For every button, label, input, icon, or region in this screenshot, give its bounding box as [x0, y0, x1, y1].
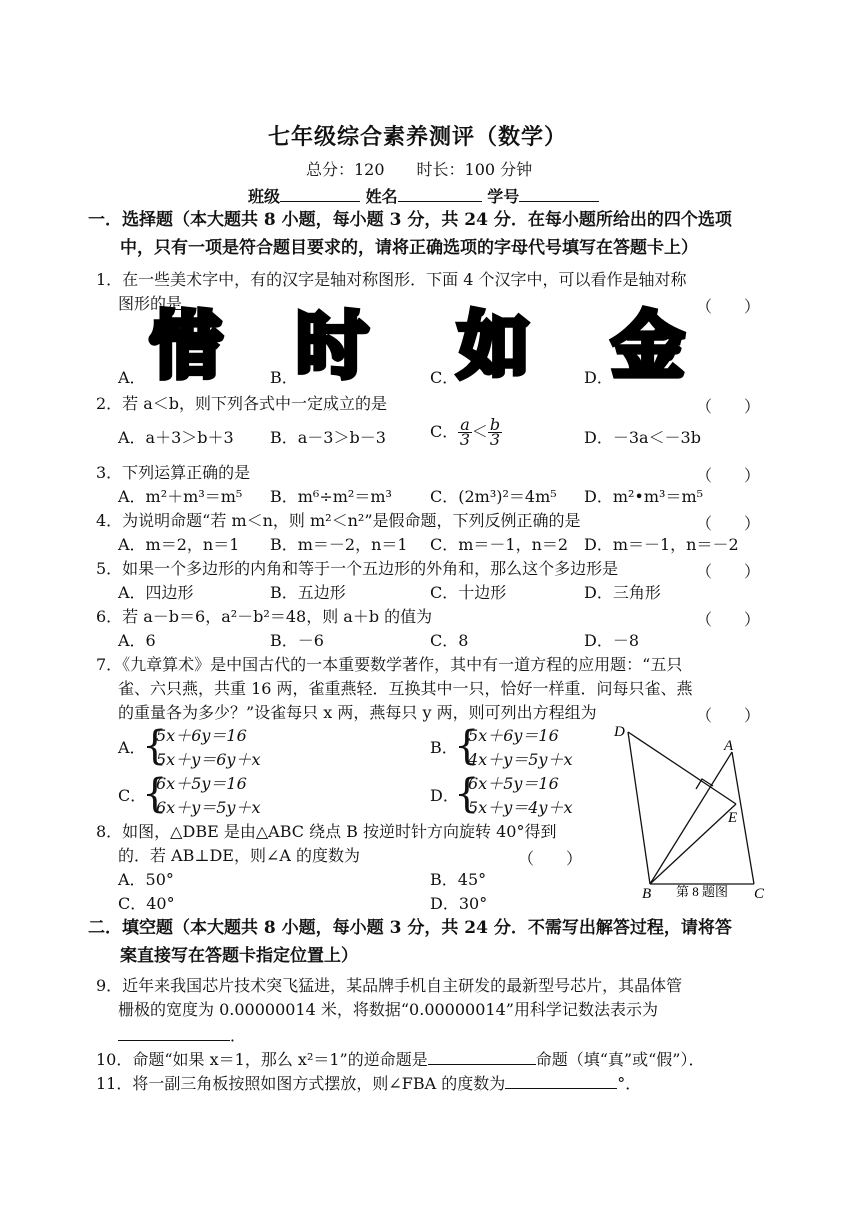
q8-stem-line2: 的．若 AB⊥DE，则∠A 的度数为: [118, 846, 361, 865]
q4-option-c[interactable]: C．m＝－1，n＝2: [430, 535, 569, 554]
label-E: E: [728, 810, 738, 826]
student-number-blank[interactable]: [519, 185, 599, 202]
q5-option-a[interactable]: A．四边形: [118, 583, 194, 602]
exam-info: 总分：120 时长：100 分钟: [306, 160, 533, 179]
q9-answer: [118, 1024, 246, 1046]
q1-option-d[interactable]: D．: [584, 368, 613, 387]
q10-stem: 10．命题“如果 x＝1，那么 x²＝1”的逆命题是: [96, 1050, 428, 1069]
q7-option-d-label: D．: [430, 786, 459, 805]
q2-less-than: ＜: [471, 422, 488, 441]
page-title: 七年级综合素养测评（数学）: [268, 124, 568, 150]
q6-stem: 6．若 a－b＝6，a²－b²＝48，则 a＋b 的值为: [96, 607, 433, 626]
q8-option-a[interactable]: A．50°: [118, 870, 174, 889]
q3-stem: 3．下列运算正确的是: [96, 463, 251, 482]
section1-heading-line1: 一．选择题（本大题共 8 小题，每小题 3 分，共 24 分．在每小题所给出的四个选项: [88, 210, 732, 230]
class-label: 班级: [248, 187, 281, 206]
q2-fraction-a: $\frac{a}{3}$: [459, 415, 471, 449]
q3-answer-paren[interactable]: （ ）: [696, 466, 761, 485]
brace-icon: {: [454, 723, 480, 769]
q5-stem: 5．如果一个多边形的内角和等于一个五边形的外角和，那么这个多边形是: [96, 559, 619, 578]
q5-option-b[interactable]: B．五边形: [270, 583, 346, 602]
q4-option-d[interactable]: D．m＝－1，n＝－2: [584, 535, 739, 554]
class-blank[interactable]: [280, 185, 360, 202]
q7-stem-line2: 雀、六只燕，共重 16 两，雀重燕轻．互换其中一只，恰好一样重．问每只雀、燕: [118, 679, 693, 698]
q1-option-a[interactable]: A．: [118, 368, 146, 387]
q4-option-a[interactable]: A．m＝2，n＝1: [118, 535, 240, 554]
brace-icon: {: [142, 771, 168, 817]
brace-icon: {: [142, 723, 168, 769]
q1-stem-line2: 图形的是: [118, 294, 183, 313]
section2-heading-line1: 二．填空题（本大题共 8 小题，每小题 3 分，共 24 分．不需写出解答过程，请将答: [88, 918, 732, 938]
label-A: A: [724, 738, 734, 754]
q6-option-c[interactable]: C．8: [430, 631, 469, 650]
q7-option-a-label: A．: [118, 738, 146, 757]
segment-BA: [650, 752, 732, 884]
q6-answer-paren[interactable]: （ ）: [696, 610, 761, 629]
section2-heading-line2: 案直接写在答题卡指定位置上）: [120, 946, 358, 966]
q1-option-b[interactable]: B．: [270, 368, 298, 387]
q7-option-a-eq1: 5x＋6y＝16: [156, 726, 247, 745]
q8-stem-line1: 8．如图，△DBE 是由△ABC 绕点 B 按逆时针方向旋转 40°得到: [96, 822, 557, 841]
q3-option-a[interactable]: A．m²＋m³＝m⁵: [118, 487, 243, 506]
q4-answer-paren[interactable]: （ ）: [696, 514, 761, 533]
section1-heading-line2: 中，只有一项是符合题目要求的，请将正确选项的字母代号填写在答题卡上）: [120, 238, 698, 258]
q7-option-c-label: C．: [118, 786, 147, 805]
q2-answer-paren[interactable]: （ ）: [696, 397, 761, 416]
q2-stem: 2．若 a＜b，则下列各式中一定成立的是: [96, 394, 388, 413]
q6-option-a[interactable]: A．6: [118, 631, 156, 650]
q6-option-b[interactable]: B．－6: [270, 631, 324, 650]
q7-option-d-eq2: 5x＋y＝4y＋x: [468, 798, 573, 817]
q10-answer-blank[interactable]: [428, 1048, 536, 1065]
name-label: 姓名: [365, 187, 398, 206]
q7-answer-paren[interactable]: （ ）: [696, 706, 761, 725]
label-B: B: [642, 886, 652, 900]
name-blank[interactable]: [398, 185, 482, 202]
char-glyph-jin: 金: [612, 304, 685, 388]
label-C: C: [754, 886, 765, 900]
q9-answer-blank[interactable]: [118, 1024, 230, 1041]
char-glyph-ru: 如: [458, 304, 531, 388]
q9-line2: 栅极的宽度为 0.00000014 米，将数据“0.00000014”用科学记数法表示为: [118, 1000, 658, 1019]
q7-option-d-eq1: 6x＋5y＝16: [468, 774, 559, 793]
q11-line: [96, 1072, 641, 1094]
brace-icon: {: [454, 771, 480, 817]
q2-option-c[interactable]: [430, 415, 502, 449]
student-fields: [248, 185, 599, 207]
label-D: D: [614, 724, 625, 740]
q7-option-a-eq2: 5x＋y＝6y＋x: [156, 750, 261, 769]
q8-option-b[interactable]: B．45°: [430, 870, 487, 889]
q9-end: ．: [230, 1026, 247, 1045]
q5-option-d[interactable]: D．三角形: [584, 583, 661, 602]
q7-stem-line1: 7．《九章算术》是中国古代的一本重要数学著作，其中有一道方程的应用题：“五只: [96, 655, 683, 674]
segment-DE: [628, 732, 736, 804]
q9-line1: 9．近年来我国芯片技术突飞猛进，某品牌手机自主研发的最新型号芯片，其晶体管: [96, 976, 683, 995]
q8-option-c[interactable]: C．40°: [118, 894, 175, 913]
q2-option-a[interactable]: A．a＋3＞b＋3: [118, 428, 234, 447]
q7-option-c-eq1: 6x＋5y＝16: [156, 774, 247, 793]
q7-option-b-eq1: 5x＋6y＝16: [468, 726, 559, 745]
q10-line: [96, 1048, 704, 1070]
q2-fraction-b: $\frac{b}{3}$: [489, 415, 501, 449]
student-number-label: 学号: [487, 187, 520, 206]
q7-option-b-eq2: 4x＋y＝5y＋x: [468, 750, 573, 769]
q8-figure: [612, 720, 772, 900]
q11-stem: 11．将一副三角板按照如图方式摆放，则∠FBA 的度数为: [96, 1074, 506, 1093]
q2-option-d[interactable]: D．－3a＜－3b: [584, 428, 701, 447]
q3-option-b[interactable]: B．m⁶÷m²＝m³: [270, 487, 392, 506]
q2-option-b[interactable]: B．a－3＞b－3: [270, 428, 386, 447]
q5-option-c[interactable]: C．十边形: [430, 583, 507, 602]
segment-DB: [628, 732, 650, 884]
q1-answer-paren[interactable]: （ ）: [696, 297, 761, 316]
q1-stem-line1: 1．在一些美术字中，有的汉字是轴对称图形．下面 4 个汉字中，可以看作是轴对称: [96, 270, 687, 289]
q7-option-b-label: B．: [430, 738, 458, 757]
q1-option-c[interactable]: C．: [430, 368, 459, 387]
q11-answer-blank[interactable]: [505, 1072, 617, 1089]
q7-option-c-eq2: 6x＋y＝5y＋x: [156, 798, 261, 817]
figure-caption: 第 8 题图: [676, 884, 729, 899]
char-glyph-shi: 时: [296, 304, 369, 388]
q2-option-c-label: C．: [430, 422, 459, 441]
q7-stem-line3: 的重量各为多少？”设雀每只 x 两，燕每只 y 两，则可列出方程组为: [118, 703, 597, 722]
q3-option-c[interactable]: C．(2m³)²＝4m⁵: [430, 487, 557, 506]
q10-stem-end: 命题（填“真”或“假”）．: [535, 1050, 705, 1069]
q4-stem: 4．为说明命题“若 m＜n，则 m²＜n²”是假命题，下列反例正确的是: [96, 511, 581, 530]
q4-option-b[interactable]: B．m＝－2，n＝1: [270, 535, 408, 554]
q11-stem-end: °．: [617, 1074, 642, 1093]
q6-option-d[interactable]: D．－8: [584, 631, 640, 650]
char-glyph-xi: 惜: [150, 304, 223, 388]
q3-option-d[interactable]: D．m²•m³＝m⁵: [584, 487, 704, 506]
q5-answer-paren[interactable]: （ ）: [696, 562, 761, 581]
q8-option-d[interactable]: D．30°: [430, 894, 488, 913]
q8-answer-paren[interactable]: （ ）: [518, 849, 583, 868]
